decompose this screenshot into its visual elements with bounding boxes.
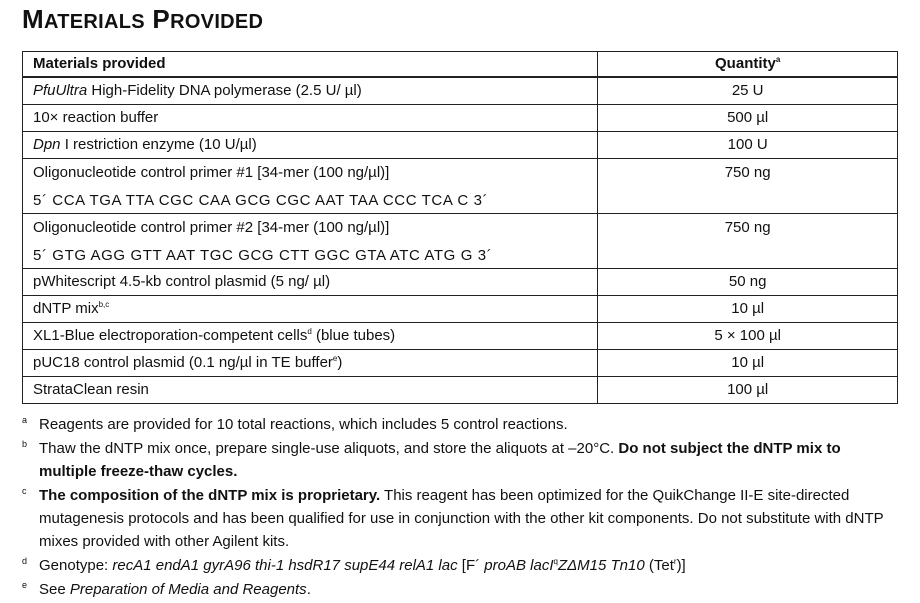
- item-cell: [23, 158, 598, 213]
- item-text: I restriction enzyme (10 U/µl): [60, 135, 257, 153]
- item-cell: [23, 104, 598, 131]
- genotype-bracket: [F´: [457, 557, 485, 574]
- header-materials: Materials provided: [23, 52, 598, 78]
- item-text-after: ): [337, 353, 343, 371]
- footnote-prefix: Genotype:: [39, 557, 113, 574]
- footnote-text: This reagent has been optimized for the QuikChange II-E site-directed mutagenesis protocols and has been qualified for use in conjunction with the other kit components. Do not substitute with dNTP mixes provided with other Agilent kits.: [39, 487, 884, 550]
- footnote-mark: e: [332, 353, 338, 363]
- item-text: XL1-Blue electroporation-competent cells: [33, 326, 308, 344]
- genotype-q: q: [553, 557, 558, 566]
- item-text: Oligonucleotide control primer #2 [34-mer (100 ng/µl)]: [33, 218, 390, 236]
- item-cell: [23, 349, 598, 376]
- table-row: [23, 131, 898, 158]
- footnote-text: Thaw the dNTP mix once, prepare single-use aliquots, and store the aliquots at –20°C.: [39, 440, 619, 457]
- item-text: High-Fidelity DNA polymerase (2.5 U/ µl): [87, 81, 362, 99]
- title-initial-1: M: [22, 4, 44, 34]
- item-cell: [23, 268, 598, 295]
- item-text: StrataClean resin: [33, 380, 149, 398]
- table-header-row: [23, 52, 898, 78]
- quantity-cell: 50 ng: [598, 268, 898, 295]
- footnote-mark: b,c: [98, 299, 110, 309]
- footnote-label: e: [22, 580, 28, 590]
- page-title: [22, 4, 263, 35]
- quantity-cell: 100 µl: [598, 376, 898, 403]
- table-row: [23, 322, 898, 349]
- quantity-cell: 750 ng: [598, 158, 898, 213]
- genotype-genes: recA1 endA1 gyrA96 thi-1 hsdR17 supE44 relA1 lac: [112, 557, 458, 574]
- footnote-c: [22, 484, 900, 553]
- genotype-close: )]: [676, 557, 686, 574]
- table-row: [23, 295, 898, 322]
- item-cell: [23, 376, 598, 403]
- item-text: 10× reaction buffer: [33, 108, 159, 126]
- table-row: [23, 376, 898, 403]
- table-row: [23, 213, 898, 268]
- primer-sequence: 5´ CCA TGA TTA CGC CAA GCG CGC AAT TAA CCC TCA C 3´: [33, 191, 489, 209]
- footnote-label: d: [22, 556, 28, 566]
- item-text-after: (blue tubes): [311, 326, 396, 344]
- genotype-z: ZΔM15 Tn10: [557, 557, 645, 574]
- table-row: [23, 104, 898, 131]
- item-text: pWhitescript 4.5-kb control plasmid (5 ng/ µl): [33, 272, 331, 290]
- quantity-cell: 750 ng: [598, 213, 898, 268]
- footnote-prefix: See: [39, 581, 70, 598]
- table-row: [23, 77, 898, 104]
- footnote-mark: d: [307, 326, 312, 336]
- genotype-r: r: [673, 557, 677, 566]
- quantity-cell: 5 × 100 µl: [598, 322, 898, 349]
- footnotes: [22, 413, 900, 602]
- item-cell: [23, 213, 598, 268]
- footnote-e: [22, 578, 900, 601]
- genotype-proab: proAB lacI: [484, 557, 554, 574]
- footnote-label: a: [22, 415, 28, 425]
- footnote-mark: a: [775, 55, 781, 64]
- footnote-italic: Preparation of Media and Reagents: [69, 581, 307, 598]
- footnote-a: [22, 413, 900, 436]
- item-cell: [23, 295, 598, 322]
- header-quantity: [598, 52, 898, 78]
- quantity-cell: 10 µl: [598, 349, 898, 376]
- materials-table: [22, 51, 898, 404]
- item-cell: [23, 131, 598, 158]
- footnote-text: Reagents are provided for 10 total reactions, which includes 5 control reactions.: [39, 416, 568, 433]
- table-row: [23, 268, 898, 295]
- quantity-cell: 25 U: [598, 77, 898, 104]
- item-text: pUC18 control plasmid (0.1 ng/µl in TE buffer: [33, 353, 333, 371]
- primer-sequence: 5´ GTG AGG GTT AAT TGC GCG CTT GGC GTA ATC ATG G 3´: [33, 246, 493, 264]
- item-cell: [23, 322, 598, 349]
- item-cell: [23, 77, 598, 104]
- footnote-label: c: [22, 486, 27, 496]
- header-quantity-label: Quantity: [715, 55, 776, 72]
- item-text: Oligonucleotide control primer #1 [34-mer (100 ng/µl)]: [33, 163, 390, 181]
- quantity-cell: 100 U: [598, 131, 898, 158]
- title-word-2: ROVIDED: [170, 11, 264, 33]
- footnote-bold: The composition of the dNTP mix is proprietary.: [39, 487, 381, 504]
- footnote-b: [22, 437, 900, 483]
- footnote-label: b: [22, 439, 28, 449]
- item-italic: PfuUltra: [33, 81, 88, 99]
- quantity-cell: 10 µl: [598, 295, 898, 322]
- item-text: dNTP mix: [33, 299, 99, 317]
- footnote-suffix: .: [306, 581, 311, 598]
- genotype-tet: (Tet: [644, 557, 674, 574]
- title-word-1: ATERIALS: [43, 11, 145, 33]
- title-initial-2: P: [152, 4, 171, 34]
- quantity-cell: 500 µl: [598, 104, 898, 131]
- item-italic: Dpn: [33, 135, 61, 153]
- footnote-d: [22, 554, 900, 577]
- table-row: [23, 158, 898, 213]
- table-row: [23, 349, 898, 376]
- footnote-bold: Do not subject the dNTP mix to multiple freeze-thaw cycles.: [39, 440, 841, 480]
